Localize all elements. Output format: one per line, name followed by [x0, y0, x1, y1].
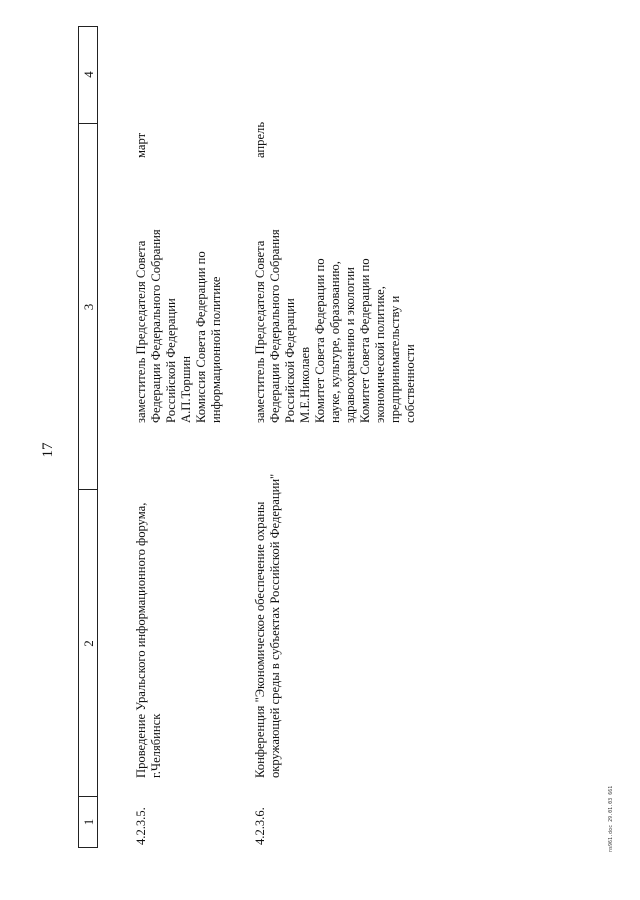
event-line: окружающей среды в субъектах Российской Федерации"	[268, 473, 282, 778]
responsible-line: Российской Федерации	[164, 298, 178, 423]
responsible-line: собственности	[403, 344, 417, 423]
responsible-line: А.П.Торшин	[179, 355, 193, 423]
responsible-line: Федерации Федерального Собрания	[268, 229, 282, 423]
row-number: 4.2.3.5.	[134, 807, 148, 845]
responsible-line: Российской Федерации	[283, 298, 297, 423]
responsible-line: М.Е.Николаев	[298, 346, 312, 423]
responsible-line: Комитет Совета Федерации по	[358, 258, 372, 423]
responsible-line: Комитет Совета Федерации по	[313, 258, 327, 423]
column-number-3: 3	[80, 303, 96, 311]
column-number-2: 2	[80, 640, 96, 647]
event-description	[253, 474, 283, 778]
responsible-line: предпринимательству и	[388, 295, 402, 423]
event-line: Конференция "Экономическое обеспечение охраны	[253, 501, 267, 778]
date: апрель	[253, 121, 267, 158]
event-line: Проведение Уральского информационного форума,	[134, 502, 148, 778]
footer-file-code: ns961.doc 29.01.03 661	[608, 785, 614, 852]
column-number-4: 4	[80, 71, 96, 78]
responsible-line: науке, культуре, образованию,	[328, 261, 342, 423]
column-number-1: 1	[80, 818, 96, 826]
responsible-line: здравоохранению и экологии	[343, 267, 357, 423]
column-number-header	[78, 26, 98, 848]
responsible-list	[134, 229, 224, 423]
responsible-line: Комиссия Совета Федерации по	[194, 251, 208, 423]
responsible-line: заместитель Председателя Совета	[134, 240, 148, 423]
responsible-line: заместитель Председателя Совета	[253, 240, 267, 423]
responsible-line: информационной политике	[209, 276, 223, 423]
responsible-list	[253, 229, 418, 423]
event-description	[134, 503, 164, 778]
responsible-line: экономической политике,	[373, 286, 387, 423]
event-line: г.Челябинск	[149, 713, 163, 778]
page-number: 17	[40, 442, 56, 458]
row-number: 4.2.3.6.	[253, 807, 267, 845]
date: март	[134, 132, 148, 158]
responsible-line: Федерации Федерального Собрания	[149, 229, 163, 423]
